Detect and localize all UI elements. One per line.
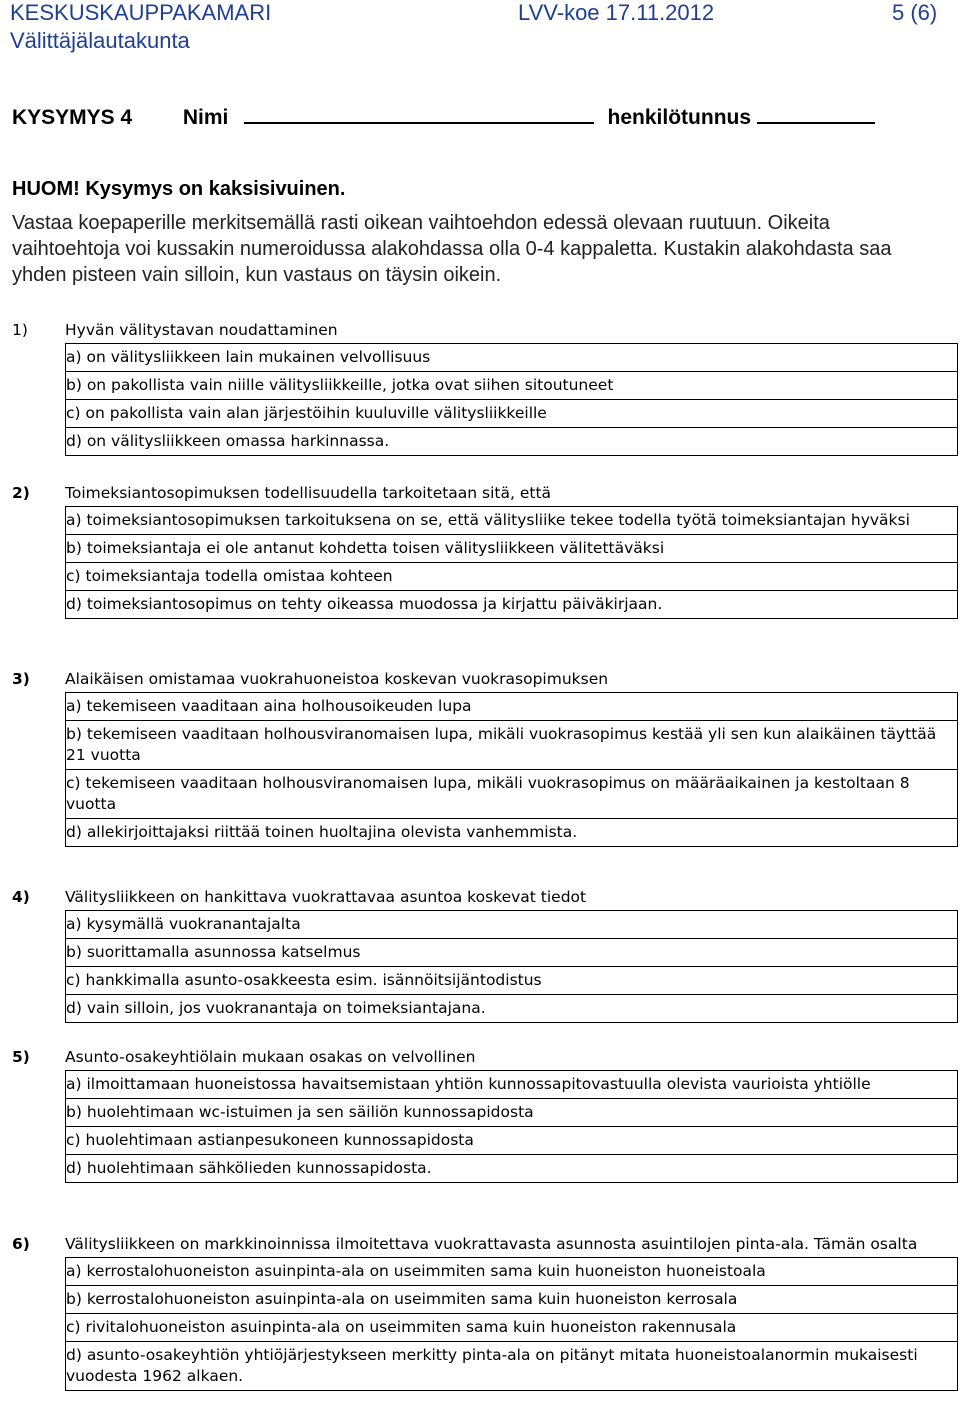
question-head bbox=[12, 665, 958, 692]
option-d[interactable]: d) on välitysliikkeen omassa harkinnassa. bbox=[66, 428, 958, 456]
question-text: Asunto-osakeyhtiölain mukaan osakas on velvollinen bbox=[65, 1047, 476, 1066]
question-text: Hyvän välitystavan noudattaminen bbox=[65, 320, 338, 339]
option-d[interactable]: d) asunto-osakeyhtiön yhtiöjärjestykseen merkitty pinta-ala on pitänyt mitata huoneistoalanormin mukaisesti vuodesta 1962 alkaen. bbox=[66, 1342, 958, 1391]
id-field[interactable] bbox=[757, 104, 875, 124]
option-a[interactable]: a) ilmoittamaan huoneistossa havaitsemistaan yhtiön kunnossapitovastuulla olevista vaurioista yhtiölle bbox=[66, 1071, 958, 1099]
question-head bbox=[12, 883, 958, 910]
question-2 bbox=[12, 479, 958, 619]
option-b[interactable]: b) tekemiseen vaaditaan holhousviranomaisen lupa, mikäli vuokrasopimus kestää yli sen kun alaikäinen täyttää 21 vuotta bbox=[66, 721, 958, 770]
question-number: 4) bbox=[12, 887, 30, 906]
option-d[interactable]: d) huolehtimaan sähkölieden kunnossapidosta. bbox=[66, 1155, 958, 1183]
org-name: KESKUSKAUPPAKAMARI bbox=[10, 0, 272, 25]
question-head bbox=[12, 479, 958, 506]
question-text: Välitysliikkeen on hankittava vuokrattavaa asuntoa koskevat tiedot bbox=[65, 887, 587, 906]
option-c[interactable]: c) toimeksiantaja todella omistaa kohteen bbox=[66, 563, 958, 591]
question-text: Alaikäisen omistamaa vuokrahuoneistoa koskevan vuokrasopimuksen bbox=[65, 669, 609, 688]
name-field[interactable] bbox=[244, 104, 594, 124]
question-5 bbox=[12, 1043, 958, 1183]
option-c[interactable]: c) on pakollista vain alan järjestöihin kuuluville välitysliikkeille bbox=[66, 400, 958, 428]
question-text: Välitysliikkeen on markkinoinnissa ilmoitettava vuokrattavasta asunnosta asuintilojen pinta-ala. Tämän osalta bbox=[65, 1235, 918, 1253]
option-c[interactable]: c) hankkimalla asunto-osakkeesta esim. isännöitsijäntodistus bbox=[66, 967, 958, 995]
option-b[interactable]: b) kerrostalohuoneiston asuinpinta-ala on useimmiten sama kuin huoneiston kerrosala bbox=[66, 1286, 958, 1314]
option-a[interactable]: a) tekemiseen vaaditaan aina holhousoikeuden lupa bbox=[66, 693, 958, 721]
question-text: Toimeksiantosopimuksen todellisuudella tarkoitetaan sitä, että bbox=[65, 483, 552, 502]
options-table bbox=[65, 910, 958, 1023]
name-label: Nimi bbox=[182, 106, 229, 129]
committee-name: Välittäjälautakunta bbox=[10, 28, 190, 53]
question-3 bbox=[12, 665, 958, 847]
question-number: 6) bbox=[12, 1235, 30, 1253]
option-d[interactable]: d) vain silloin, jos vuokranantaja on toimeksiantajana. bbox=[66, 995, 958, 1023]
question-label: KYSYMYS 4 bbox=[12, 106, 133, 129]
option-b[interactable]: b) huolehtimaan wc-istuimen ja sen säiliön kunnossapidosta bbox=[66, 1099, 958, 1127]
question-number: 3) bbox=[12, 669, 30, 688]
question-head bbox=[12, 1231, 958, 1257]
option-d[interactable]: d) toimeksiantosopimus on tehty oikeassa muodossa ja kirjattu päiväkirjaan. bbox=[66, 591, 958, 619]
options-table bbox=[65, 506, 958, 619]
question-number: 1) bbox=[12, 320, 28, 339]
option-a[interactable]: a) kerrostalohuoneiston asuinpinta-ala on useimmiten sama kuin huoneiston huoneistoala bbox=[66, 1258, 958, 1286]
options-table bbox=[65, 1257, 958, 1391]
option-c[interactable]: c) huolehtimaan astianpesukoneen kunnossapidosta bbox=[66, 1127, 958, 1155]
exam-title: LVV-koe 17.11.2012 bbox=[518, 0, 715, 25]
option-b[interactable]: b) suorittamalla asunnossa katselmus bbox=[66, 939, 958, 967]
option-c[interactable]: c) rivitalohuoneiston asuinpinta-ala on useimmiten sama kuin huoneiston rakennusala bbox=[66, 1314, 958, 1342]
id-label: henkilötunnus bbox=[607, 106, 752, 129]
instructions bbox=[12, 176, 942, 288]
option-b[interactable]: b) toimeksiantaja ei ole antanut kohdetta toisen välitysliikkeen välitettäväksi bbox=[66, 535, 958, 563]
option-b[interactable]: b) on pakollista vain niille välitysliikkeille, jotka ovat siihen sitoutuneet bbox=[66, 372, 958, 400]
options-table bbox=[65, 343, 958, 456]
option-d[interactable]: d) allekirjoittajaksi riittää toinen huoltajina olevista vanhemmista. bbox=[66, 819, 958, 847]
question-6 bbox=[12, 1231, 958, 1391]
options-table bbox=[65, 1070, 958, 1183]
notice: HUOM! Kysymys on kaksisivuinen. bbox=[12, 178, 346, 200]
options-table bbox=[65, 692, 958, 847]
option-a[interactable]: a) on välitysliikkeen lain mukainen velvollisuus bbox=[66, 344, 958, 372]
question-header bbox=[12, 104, 875, 130]
question-head bbox=[12, 316, 958, 343]
question-1 bbox=[12, 316, 958, 456]
option-c[interactable]: c) tekemiseen vaaditaan holhousviranomaisen lupa, mikäli vuokrasopimus on määräaikainen ja kestoltaan 8 vuotta bbox=[66, 770, 958, 819]
page-number: 5 (6) bbox=[892, 0, 938, 25]
question-number: 5) bbox=[12, 1047, 30, 1066]
question-number: 2) bbox=[12, 483, 30, 502]
instructions-body: Vastaa koepaperille merkitsemällä rasti oikean vaihtoehdon edessä olevaan ruutuun. Oikeita vaihtoehtoja voi kussakin numeroidussa alakohdassa olla 0-4 kappaletta. Kustakin alakohdasta saa yhden pisteen vain silloin, kun vastaus on täysin oikein. bbox=[12, 212, 892, 286]
question-head bbox=[12, 1043, 958, 1070]
option-a[interactable]: a) toimeksiantosopimuksen tarkoituksena on se, että välitysliike tekee todella työtä toimeksiantajan hyväksi bbox=[66, 507, 958, 535]
question-4 bbox=[12, 883, 958, 1023]
option-a[interactable]: a) kysymällä vuokranantajalta bbox=[66, 911, 958, 939]
